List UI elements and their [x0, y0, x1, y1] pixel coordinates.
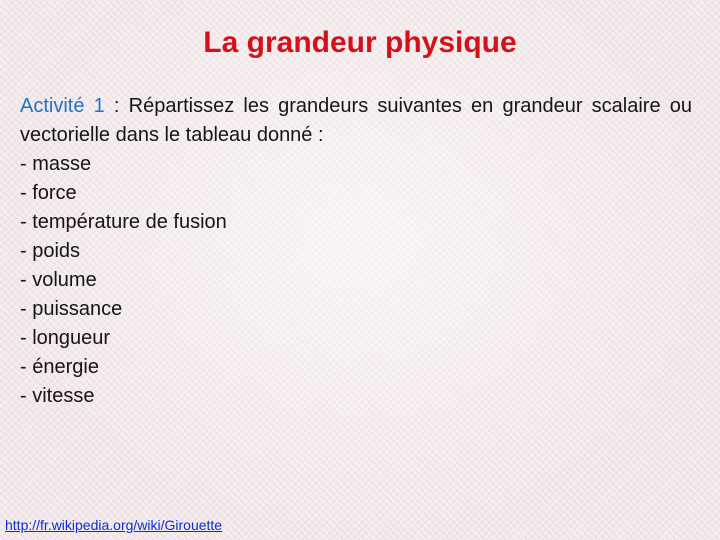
activity-separator: :	[104, 95, 129, 117]
list-item: - volume	[20, 269, 97, 291]
list-item: - longueur	[20, 327, 111, 349]
slide-title: La grandeur physique	[203, 26, 517, 59]
list-item: - puissance	[20, 298, 123, 320]
source-link[interactable]: http://fr.wikipedia.org/wiki/Girouette	[5, 517, 223, 533]
slide-body	[20, 92, 692, 411]
list-item: - vitesse	[20, 385, 95, 407]
list-item: - énergie	[20, 356, 99, 378]
list-item: - poids	[20, 240, 81, 262]
list-item: - température de fusion	[20, 211, 227, 233]
activity-label: Activité 1	[20, 95, 105, 117]
list-item: - force	[20, 182, 77, 204]
list-item: - masse	[20, 153, 92, 175]
quantity-list	[20, 150, 692, 411]
instruction-text: Répartissez les grandeurs suivantes en grandeur scalaire ou vectorielle dans le tableau donné :	[20, 95, 692, 146]
activity-instruction	[20, 92, 692, 150]
